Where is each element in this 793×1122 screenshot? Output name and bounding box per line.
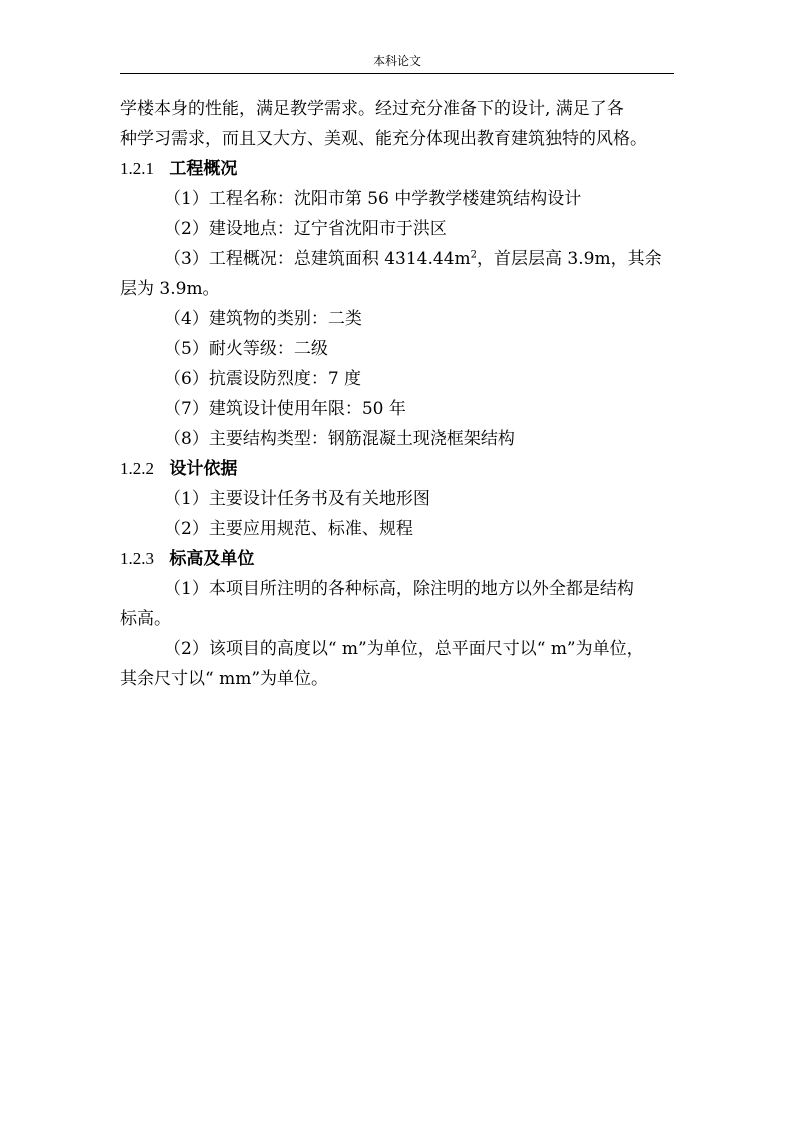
section-title: 标高及单位: [169, 549, 255, 569]
section-title: 设计依据: [169, 459, 238, 479]
section-heading: [120, 154, 674, 184]
list-item-area: [120, 244, 674, 274]
area-prefix: （3）工程概况：总建筑面积 4314.44m: [164, 249, 471, 269]
list-item: （2）该项目的高度以“ m”为单位，总平面尺寸以“ m”为单位，: [164, 639, 644, 659]
section-title: 工程概况: [169, 159, 238, 179]
section-number: 1.2.3: [120, 549, 154, 568]
list-item: （8）主要结构类型：钢筋混凝土现浇框架结构: [164, 429, 515, 449]
document-body: [120, 94, 674, 694]
section-number: 1.2.1: [120, 159, 154, 178]
list-item: （5）耐火等级：二级: [164, 339, 328, 359]
section-heading: [120, 454, 674, 484]
list-item: （1）主要设计任务书及有关地形图: [164, 489, 430, 509]
list-item: （6）抗震设防烈度：7 度: [164, 369, 362, 389]
area-superscript: 2: [470, 249, 478, 261]
list-item-continuation: 层为 3.9m。: [120, 279, 220, 299]
list-item: （7）建筑设计使用年限：50 年: [164, 399, 406, 419]
section-number: 1.2.2: [120, 459, 154, 478]
list-item-continuation: 标高。: [120, 609, 171, 629]
page-header-title: 本科论文: [372, 54, 421, 68]
list-item-continuation: 其余尺寸以“ mm”为单位。: [120, 669, 329, 689]
header-divider: [120, 73, 674, 74]
intro-line: 学楼本身的性能，满足教学需求。经过充分准备下的设计, 满足了各: [120, 99, 624, 119]
list-item: （1）工程名称：沈阳市第 56 中学教学楼建筑结构设计: [164, 189, 582, 209]
intro-line: 种学习需求，而且又大方、美观、能充分体现出教育建筑独特的风格。: [120, 129, 647, 149]
section-heading: [120, 544, 674, 574]
list-item: （2）建设地点：辽宁省沈阳市于洪区: [164, 219, 447, 239]
list-item: （1）本项目所注明的各种标高，除注明的地方以外全都是结构: [164, 579, 634, 599]
area-suffix: ，首层层高 3.9m，其余: [477, 249, 662, 269]
list-item: （2）主要应用规范、标准、规程: [164, 519, 413, 539]
list-item: （4）建筑物的类别：二类: [164, 309, 362, 329]
